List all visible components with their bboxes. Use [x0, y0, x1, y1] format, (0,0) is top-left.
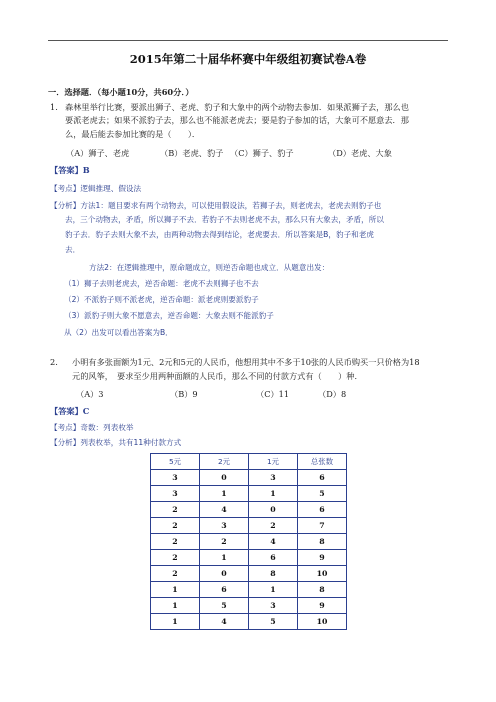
- table-cell: 3: [249, 598, 298, 614]
- table-cell: 4: [249, 534, 298, 550]
- table-cell: 2: [151, 550, 200, 566]
- q2-kaodian: 【考点】奇数：列表枚举: [50, 423, 134, 432]
- table-header-cell: 2元: [200, 454, 249, 470]
- q1-analysis-line9: 从（2）出发可以看出答案为B．: [64, 328, 173, 337]
- payment-table: [150, 453, 347, 630]
- q1-analysis-line6: （1）狮子去则老虎去，逆否命题：老虎不去则狮子也不去: [64, 279, 259, 288]
- q2-text-line2: 元的风筝， 要求至少用两种面额的人民币，那么不同的付款方式有（ ）种．: [72, 371, 363, 381]
- table-cell: 3: [151, 486, 200, 502]
- table-cell: 2: [151, 518, 200, 534]
- table-cell: 9: [298, 550, 347, 566]
- table-header-cell: 1元: [249, 454, 298, 470]
- table-cell: 1: [200, 486, 249, 502]
- page-title: 2015年第二十届华杯赛中年级组初赛试卷A卷: [129, 52, 367, 66]
- table-cell: 1: [151, 614, 200, 630]
- table-cell: 4: [200, 502, 249, 518]
- table-cell: 6: [200, 582, 249, 598]
- q1-kaodian: 【考点】逻辑推理、假设法: [50, 184, 142, 193]
- table-cell: 7: [298, 518, 347, 534]
- table-cell: 3: [200, 518, 249, 534]
- section-heading: 一．选择题．（每小题10分，共60分．）: [48, 87, 194, 97]
- table-row: [151, 598, 347, 614]
- table-cell: 1: [249, 582, 298, 598]
- table-row: [151, 502, 347, 518]
- table-cell: 5: [249, 614, 298, 630]
- table-cell: 2: [151, 566, 200, 582]
- table-cell: 2: [200, 534, 249, 550]
- table-row: [151, 550, 347, 566]
- table-cell: 6: [249, 550, 298, 566]
- table-cell: 2: [249, 518, 298, 534]
- q1-text-line3: 么，最后能去参加比赛的是（ ）．: [65, 129, 201, 139]
- table-cell: 2: [151, 534, 200, 550]
- table-cell: 0: [249, 502, 298, 518]
- table-row: [151, 566, 347, 582]
- table-row: [151, 486, 347, 502]
- table-cell: 2: [151, 502, 200, 518]
- q2-number: 2.: [50, 357, 58, 367]
- table-cell: 1: [249, 486, 298, 502]
- q2-text-line1: 小明有多张面额为1元、2元和5元的人民币，他想用其中不多于10张的人民币购买一只价格为18: [72, 357, 420, 367]
- q1-analysis-line8: （3）派豹子则大象不愿意去，逆否命题：大象去则不能派豹子: [64, 311, 274, 320]
- q1-option-a: （A）狮子、老虎: [66, 148, 130, 158]
- table-header-cell: 5元: [151, 454, 200, 470]
- q2-analysis: 【分析】列表枚举，共有11种付款方式: [50, 438, 182, 447]
- q1-analysis-line7: （2）不派豹子则不派老虎，逆否命题：派老虎则要派豹子: [64, 295, 259, 304]
- q2-option-d: （D）8: [318, 389, 347, 399]
- q1-number: 1.: [50, 102, 58, 112]
- table-row: [151, 470, 347, 486]
- table-cell: 1: [151, 582, 200, 598]
- table-cell: 10: [298, 566, 347, 582]
- q1-option-c: （C）狮子、豹子: [230, 148, 294, 158]
- table-cell: 4: [200, 614, 249, 630]
- table-cell: 6: [298, 502, 347, 518]
- table-row: [151, 534, 347, 550]
- table-cell: 1: [200, 550, 249, 566]
- q2-answer: 【答案】C: [50, 406, 90, 416]
- header-rule: [48, 40, 448, 41]
- q2-option-a: （A）3: [76, 389, 104, 399]
- table-row: [151, 518, 347, 534]
- table-cell: 5: [200, 598, 249, 614]
- table-cell: 8: [249, 566, 298, 582]
- table-cell: 8: [298, 534, 347, 550]
- table-cell: 0: [200, 470, 249, 486]
- q1-analysis-line2: 去，三个动物去，矛盾，所以狮子不去．若豹子不去则老虎不去，那么只有大象去，矛盾，所以: [65, 215, 384, 224]
- table-cell: 3: [151, 470, 200, 486]
- table-cell: 10: [298, 614, 347, 630]
- q1-option-d: （D）老虎、大象: [328, 148, 392, 158]
- table-cell: 3: [249, 470, 298, 486]
- q1-option-b: （B）老虎、豹子: [160, 148, 224, 158]
- q2-option-b: （B）9: [170, 389, 198, 399]
- table-row: [151, 582, 347, 598]
- q1-analysis-line1: 【分析】方法1：题目要求有两个动物去，可以使用假设法，若狮子去，则老虎去，老虎去则豹子也: [50, 201, 382, 210]
- table-cell: 5: [298, 486, 347, 502]
- table-cell: 1: [151, 598, 200, 614]
- table-cell: 8: [298, 582, 347, 598]
- table-header-row: [151, 454, 347, 470]
- q1-answer: 【答案】B: [50, 165, 90, 175]
- table-cell: 0: [200, 566, 249, 582]
- q1-analysis-line4: 去．: [65, 245, 81, 254]
- q1-analysis-line5: 方法2：在逻辑推理中，原命题成立，则逆否命题也成立．从题意出发：: [89, 263, 330, 272]
- table-cell: 6: [298, 470, 347, 486]
- q1-analysis-line3: 豹子去．豹子去则大象不去，由两种动物去得到结论，老虎要去．所以答案是B，豹子和老虎: [65, 230, 374, 239]
- q1-text-line2: 要派老虎去；如果不派豹子去，那么也不能派老虎去；要是豹子参加的话，大象可不愿意去．那: [65, 115, 409, 125]
- table-header-cell: 总张数: [298, 454, 347, 470]
- q1-text-line1: 森林里举行比赛，要派出狮子、老虎、豹子和大象中的两个动物去参加．如果派狮子去，那么也: [65, 102, 409, 112]
- table-cell: 9: [298, 598, 347, 614]
- table-row: [151, 614, 347, 630]
- q2-option-c: （C）11: [256, 389, 290, 399]
